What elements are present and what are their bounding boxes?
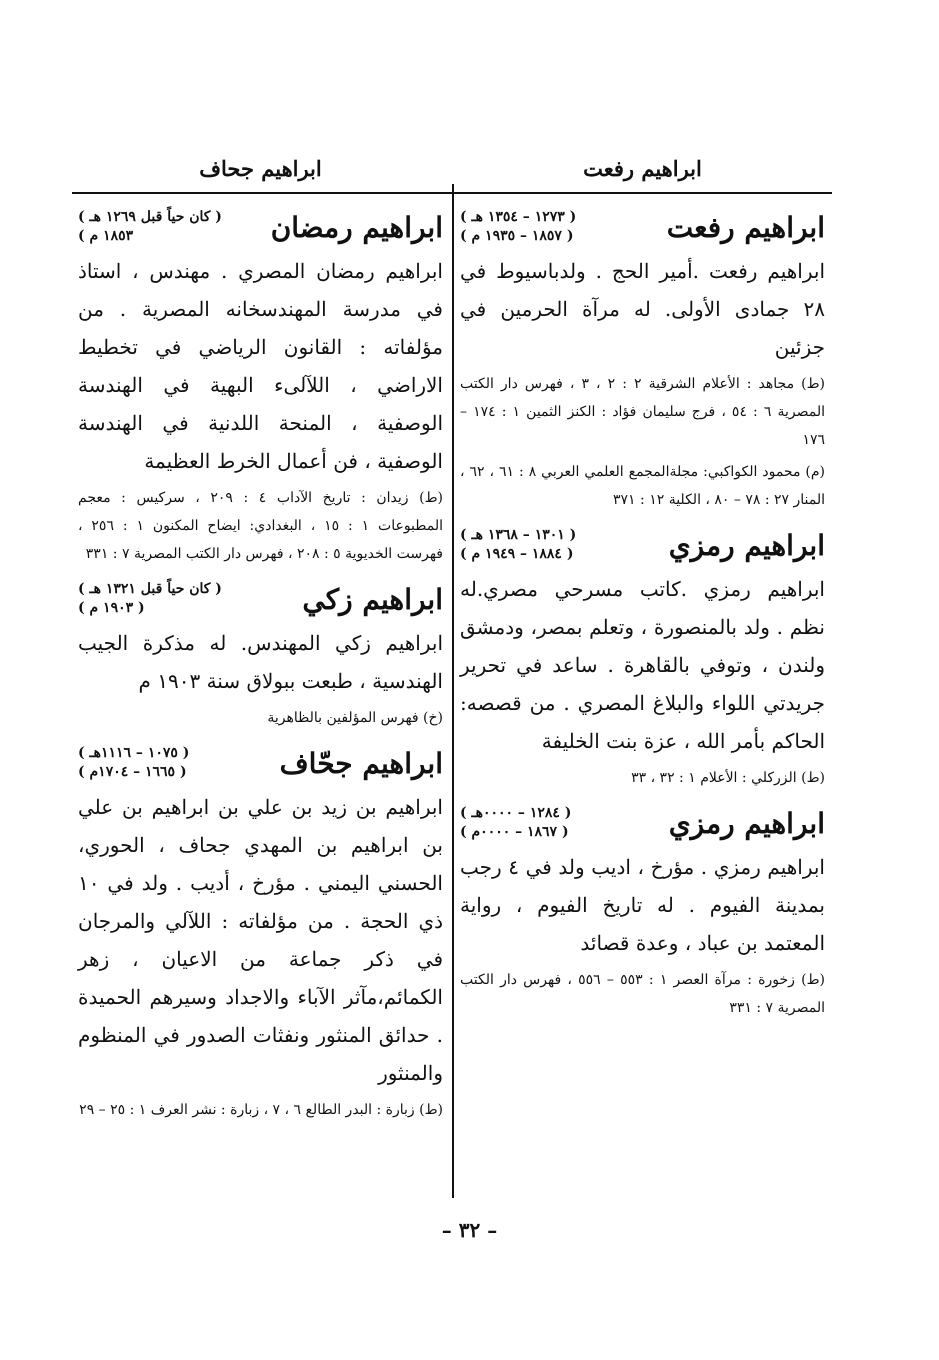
entry-references: (ط) زيدان : تاريخ الآداب ٤ : ٢٠٩ ، سركيس : معجم المطبوعات ١ : ١٥ ، البغدادي: ايضاح المكنون ١ : ٢٥٦ ، فهرست الخديوية ٥ : ٢٠٨ ، فهرس دار الكتب المصرية ٧ : ٣٣١ xyxy=(78,490,444,562)
left-column xyxy=(78,150,443,1124)
entry-header xyxy=(460,526,825,564)
page-number: – ٣٢ – xyxy=(441,1218,498,1242)
entry-dates xyxy=(460,526,576,564)
entry-bio: ابراهيم رفعت .أمير الحج . ولدباسيوط في ٢٨ جمادى الأولى. له مرآة الحرمين في جزئين xyxy=(460,259,825,359)
entry-dates xyxy=(78,744,189,782)
entry-bio: ابراهيم بن زيد بن علي بن ابراهيم بن علي بن ابراهيم بن المهدي جحاف ، الحوري، الحسني اليمني . مؤرخ ، أديب . ولد في ١٠ ذي الحجة . من مؤلفاته : اللآلي والمرجان في ذكر جماعة من الاعيان ، زهر الكمائم،مآثر الآباء والاجداد وسيرهم الحميدة . حدائق المنثور ونفثات الصدور في المنظوم والمنثور xyxy=(78,795,443,1085)
entry-references-2: (م) محمود الكواكبي: مجلةالمجمع العلمي العربي ٨ : ٦١ ، ٦٢ ، المنار ٢٧ : ٧٨ – ٨٠ ، الكلية ١٢ : ٣٧١ xyxy=(460,464,825,508)
dates-gregorian: ١٨٥٣ م ) xyxy=(78,228,134,244)
entry-ibrahim-ramzi-2 xyxy=(460,804,825,1022)
entry-dates xyxy=(460,208,576,246)
dates-hijri: ( كان حياً قبل ١٢٦٩ هـ ) xyxy=(78,209,222,225)
right-column-header: ابراهيم رفعت xyxy=(583,156,702,181)
dates-gregorian: ( ١٩٠٣ م ) xyxy=(78,600,145,616)
dates-gregorian: ( ١٨٥٧ – ١٩٣٥ م ) xyxy=(460,228,574,244)
entry-name: ابراهيم زكي xyxy=(302,582,443,616)
column-divider xyxy=(452,184,454,1198)
entry-dates xyxy=(78,580,222,618)
entry-header xyxy=(78,580,443,618)
entry-name: ابراهيم رمزي xyxy=(668,528,825,562)
dates-hijri: ( ١٢٧٣ – ١٣٥٤ هـ ) xyxy=(460,209,577,225)
entry-bio: ابراهيم زكي المهندس. له مذكرة الجيب الهندسية ، طبعت ببولاق سنة ١٩٠٣ م xyxy=(78,631,443,693)
entry-dates xyxy=(460,804,571,842)
entry-references: (ط) زبارة : البدر الطالع ٦ ، ٧ ، زبارة : نشر العرف ١ : ٢٥ – ٢٩ xyxy=(79,1102,443,1118)
entry-name: ابراهيم جحّاف xyxy=(279,746,443,780)
entry-references: (ط) الزركلي : الأعلام ١ : ٣٢ ، ٣٣ xyxy=(631,770,825,786)
entry-header xyxy=(460,208,825,246)
dates-gregorian: ( ١٨٦٧ – ٠٠٠٠م ) xyxy=(460,824,569,840)
entry-bio: ابراهيم رمضان المصري . مهندس ، استاذ في مدرسة المهندسخانه المصرية . من مؤلفاته : القانون الرياضي في تخطيط الاراضي ، اللآلىء البهية في الهندسة الوصفية ، المنحة اللدنية في الهندسة الوصفية ، فن أعمال الخرط العظيمة xyxy=(78,259,443,473)
entry-ibrahim-zaki xyxy=(78,580,443,732)
entry-dates xyxy=(78,208,222,246)
entry-header xyxy=(78,744,443,782)
entry-header xyxy=(78,208,443,246)
entry-references: (ط) مجاهد : الأعلام الشرقية ٢ : ٢ ، ٣ ، فهرس دار الكتب المصرية ٦ : ٥٤ ، فرج سليمان فؤاد : الكنز الثمين ١ : ١٧٤ – ١٧٦ xyxy=(460,376,826,448)
dates-hijri: ( ١٣٠١ – ١٣٦٨ هـ ) xyxy=(460,527,577,543)
dates-gregorian: ( ١٨٨٤ – ١٩٤٩ م ) xyxy=(460,546,574,562)
dates-hijri: ( ١٠٧٥ – ١١١٦هـ ) xyxy=(78,745,190,761)
dates-gregorian: ( ١٦٦٥ – ١٧٠٤م ) xyxy=(78,764,187,780)
dates-hijri: ( كان حياً قبل ١٣٢١ هـ ) xyxy=(78,581,222,597)
entry-references: (خ) فهرس المؤلفين بالظاهرية xyxy=(267,710,443,726)
entry-header xyxy=(460,804,825,842)
right-column xyxy=(460,150,825,1022)
entry-name: ابراهيم رفعت xyxy=(666,210,825,244)
entry-bio: ابراهيم رمزي .كاتب مسرحي مصري.له نظم . ولد بالمنصورة ، وتعلم بمصر، ودمشق ولندن ، وتوفي بالقاهرة . ساعد في تحرير جريدتي اللواء والبلاغ المصري . من قصصه: الحاكم بأمر الله ، عزة بنت الخليفة xyxy=(460,577,825,753)
entry-ibrahim-ramadan xyxy=(78,208,443,568)
entry-references: (ط) زخورة : مرآة العصر ١ : ٥٥٣ – ٥٥٦ ، فهرس دار الكتب المصرية ٧ : ٣٣١ xyxy=(460,972,825,1016)
entry-ibrahim-rifaat xyxy=(460,208,825,514)
left-column-header: ابراهيم جحاف xyxy=(199,156,322,181)
entry-bio: ابراهيم رمزي . مؤرخ ، اديب ولد في ٤ رجب بمدينة الفيوم . له تاريخ الفيوم ، رواية المعتمد بن عباد ، وعدة قصائد xyxy=(460,855,825,955)
entry-ibrahim-ramzi-1 xyxy=(460,526,825,792)
entry-name: ابراهيم رمضان xyxy=(270,210,443,244)
entry-ibrahim-jahhaf xyxy=(78,744,443,1124)
dates-hijri: ( ١٢٨٤ – ٠٠٠٠هـ ) xyxy=(460,805,572,821)
entry-name: ابراهيم رمزي xyxy=(668,806,825,840)
